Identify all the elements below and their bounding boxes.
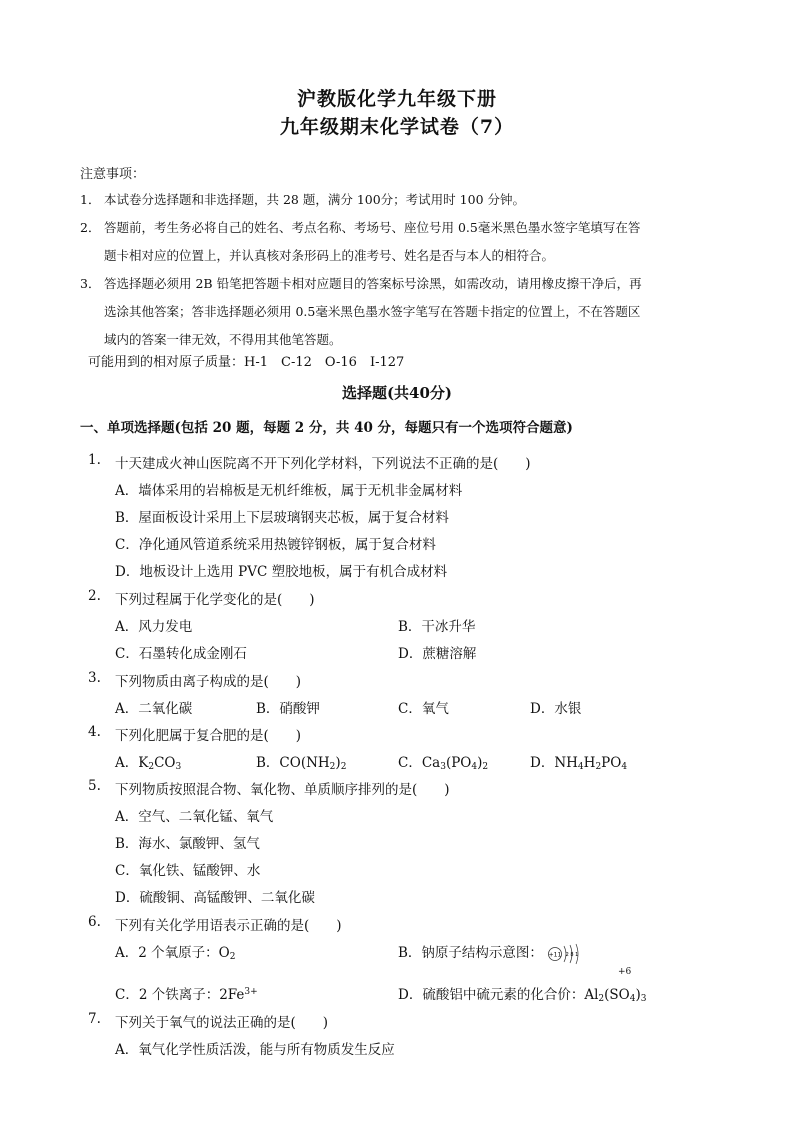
option-1a: A．墙体采用的岩棉板是无机纤维板，属于无机非金属材料 — [115, 483, 463, 499]
atom-shell-labels: 2 8 1 — [565, 951, 579, 958]
option-7a: A．氧气化学性质活泼，能与所有物质发生反应 — [115, 1042, 395, 1058]
question-number: 2. — [88, 588, 101, 604]
option-5b: B．海水、氯酸钾、氢气 — [115, 836, 260, 852]
option-6c: C．2 个铁离子：$2Fe^{3+}$ — [115, 987, 258, 1003]
atomic-mass-line: 可能用到的相对原子质量：H-1 C-12 O-16 I-127 — [88, 355, 405, 370]
option-3b: B．硝酸钾 — [256, 701, 320, 717]
question-number: 6. — [88, 914, 101, 930]
option-4b: B．$CO(NH_2)_2$ — [256, 755, 347, 772]
option-4d: D．$NH_4H_2PO_4$ — [530, 755, 628, 772]
option-5a: A．空气、二氧化锰、氧气 — [115, 809, 274, 825]
option-2d: D．蔗糖溶解 — [398, 646, 477, 662]
sodium-atom-diagram — [547, 943, 583, 965]
question-text: 下列物质由离子构成的是( ) — [115, 674, 302, 690]
option-2c: C．石墨转化成金刚石 — [115, 646, 247, 662]
option-3a: A．二氧化碳 — [115, 701, 193, 717]
notes-heading: 注意事项： — [80, 167, 146, 182]
option-6b: B．钠原子结构示意图： +11 2 8 1 — [398, 941, 583, 965]
question-text: 下列有关化学用语表示正确的是( ) — [115, 918, 342, 934]
option-3d: D．水银 — [530, 701, 582, 717]
option-1d: D．地板设计上选用 PVC 塑胶地板，属于有机合成材料 — [115, 564, 448, 580]
option-6a: A．2 个氧原子：$O_2$ — [115, 945, 236, 962]
question-number: 4. — [88, 724, 101, 740]
option-3c: C．氧气 — [398, 701, 449, 717]
question-text: 下列物质按照混合物、氧化物、单质顺序排列的是( ) — [115, 782, 450, 798]
option-6d: D．硫酸铝中硫元素的化合价：$Al_2(SO_4)_3$ — [398, 987, 647, 1004]
question-number: 7. — [88, 1011, 101, 1027]
option-1c: C．净化通风管道系统采用热镀锌钢板，属于复合材料 — [115, 537, 436, 553]
atom-nucleus-label: +11 — [548, 951, 562, 958]
note-item-2: 2． 答题前，考生务必将自己的姓名、考点名称、考场号、座位号用 0.5毫米黑色墨水签字笔填写在答 题卡相对应的位置上，并认真核对条形码上的准考号、姓名是否与本人的相符合。 — [80, 220, 641, 263]
option-5c: C．氧化铁、锰酸钾、水 — [115, 863, 261, 879]
question-text: 下列过程属于化学变化的是( ) — [115, 592, 315, 608]
question-text: 下列关于氧气的说法正确的是( ) — [115, 1015, 329, 1031]
section-title: 选择题(共40分) — [341, 384, 453, 402]
option-1b: B．屋面板设计采用上下层玻璃钢夹芯板，属于复合材料 — [115, 510, 449, 526]
question-number: 1. — [88, 452, 101, 468]
option-4a: A．$K_2CO_3$ — [115, 755, 182, 772]
question-text: 十天建成火神山医院离不开下列化学材料，下列说法不正确的是( ) — [115, 456, 531, 472]
question-number: 5. — [88, 778, 101, 794]
option-4c: C．$Ca_3(PO_4)_2$ — [398, 755, 489, 772]
valence-mark: +6 — [618, 967, 632, 977]
note-item-3: 3． 答选择题必须用 2B 铅笔把答题卡相对应题目的答案标号涂黑，如需改动，请用橡皮擦干净后，再 选涂其他答案；答非选择题必须用 0.5毫米黑色墨水签字笔写在答题卡指定的位置上，不在答题区 域内的答案一律无效，不得用其他笔答题。 — [80, 276, 642, 347]
question-number: 3. — [88, 670, 101, 686]
question-text: 下列化肥属于复合肥的是( ) — [115, 728, 302, 744]
note-item-1: 1． 本试卷分选择题和非选择题，共 28 题，满分 100分；考试用时 100 分钟。 — [80, 192, 525, 207]
option-5d: D．硫酸铜、高锰酸钾、二氧化碳 — [115, 890, 315, 906]
page-title: 沪教版化学九年级下册 — [296, 88, 497, 110]
part-heading: 一、单项选择题(包括 20 题，每题 2 分，共 40 分，每题只有一个选项符合题意) — [80, 420, 573, 436]
exam-subtitle: 九年级期末化学试卷（7） — [279, 116, 515, 138]
option-2a: A．风力发电 — [115, 619, 193, 635]
option-2b: B．干冰升华 — [398, 619, 476, 635]
